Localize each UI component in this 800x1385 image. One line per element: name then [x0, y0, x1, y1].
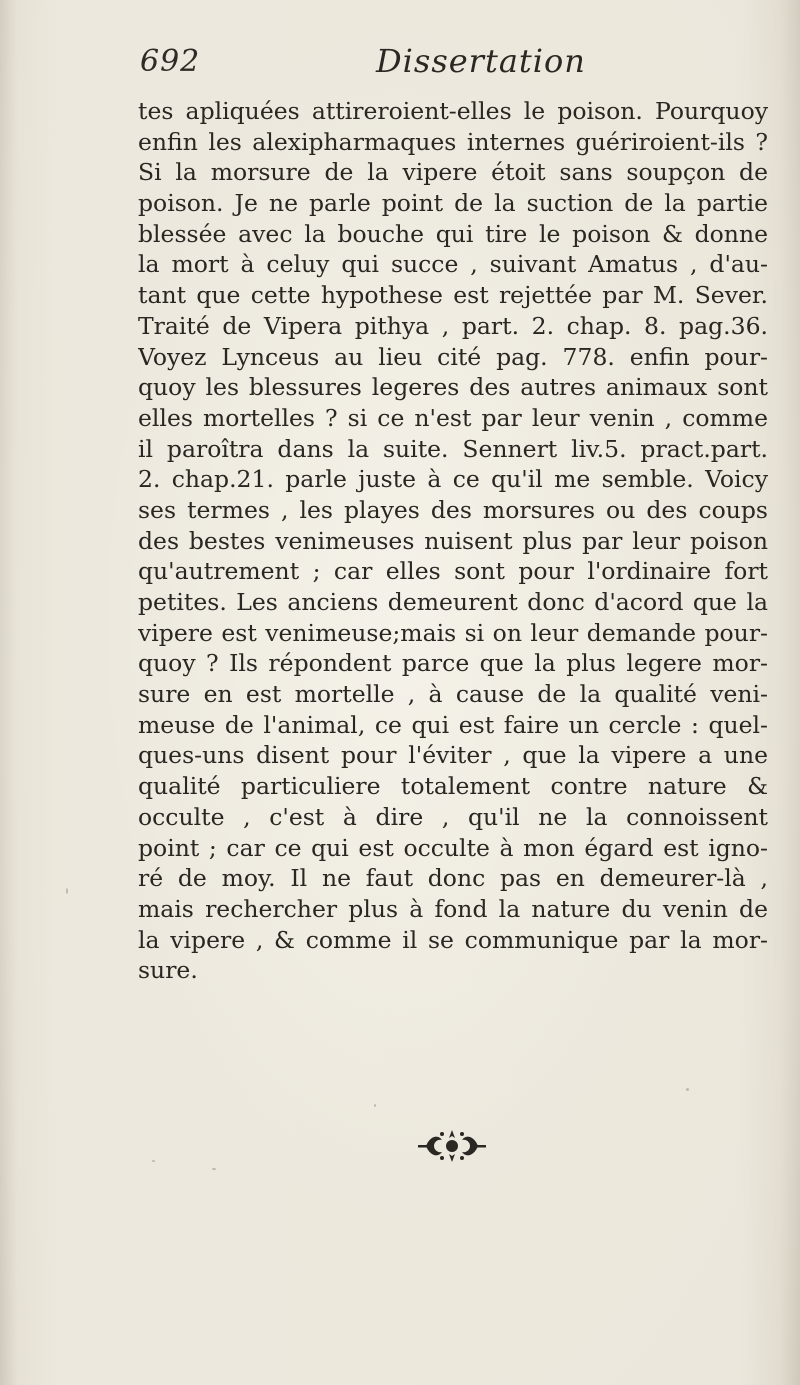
text-line: petites. Les anciens demeurent donc d'acord que la — [138, 588, 768, 616]
text-line: quoy ? Ils répondent parce que la plus legere mor- — [138, 649, 768, 678]
text-line: sure. — [138, 956, 198, 985]
text-line: des bestes venimeuses nuisent plus par leur poison — [138, 526, 768, 555]
page-header — [140, 44, 760, 94]
running-title: Dissertation — [376, 42, 586, 80]
text-line: vipere est venimeuse;mais si on leur demande pour- — [138, 618, 768, 647]
page-number: 692 — [140, 44, 201, 79]
text-line: quoy les blessures legeres des autres animaux sont — [138, 373, 768, 402]
text-line: Traité de Vipera pithya , part. 2. chap. 8. pag.36. — [138, 311, 768, 340]
text-line: la mort à celuy qui succe , suivant Amatus , d'au- — [138, 250, 768, 279]
paper-speck — [152, 1160, 155, 1162]
fleuron-ornament-icon — [412, 1122, 492, 1172]
text-line: sure en est mortelle , à cause de la qualité veni- — [138, 680, 768, 709]
paper-speck — [686, 1088, 689, 1091]
text-line: enfin les alexipharmaques internes guériroient-ils ? — [138, 127, 768, 156]
paper-speck — [212, 1168, 216, 1170]
text-line: tes apliquées attireroient-elles le poison. Pourquoy — [138, 97, 768, 125]
text-line: ré de moy. Il ne faut donc pas en demeurer-là , — [138, 864, 768, 893]
text-line: 2. chap.21. parle juste à ce qu'il me semble. Voicy — [138, 465, 768, 494]
paper-speck — [374, 1104, 376, 1107]
text-line: Voyez Lynceus au lieu cité pag. 778. enfin pour- — [138, 342, 768, 371]
text-line: blessée avec la bouche qui tire le poison & donne — [138, 219, 768, 248]
text-line: qualité particuliere totalement contre nature & — [138, 772, 768, 801]
text-line: point ; car ce qui est occulte à mon égard est igno- — [138, 833, 768, 862]
text-line: poison. Je ne parle point de la suction de la partie — [138, 189, 768, 218]
text-line: qu'autrement ; car elles sont pour l'ordinaire fort — [138, 557, 768, 586]
text-line: tant que cette hypothese est rejettée par M. Sever. — [138, 281, 768, 310]
text-line: la vipere , & comme il se communique par la mor- — [138, 925, 768, 954]
text-line: Si la morsure de la vipere étoit sans soupçon de — [138, 158, 768, 187]
body-text — [138, 96, 768, 986]
text-line: meuse de l'animal, ce qui est faire un cercle : quel- — [138, 710, 768, 739]
text-line: ques-uns disent pour l'éviter , que la vipere a une — [138, 741, 768, 770]
paper-speck — [66, 888, 68, 894]
text-line: elles mortelles ? si ce n'est par leur venin , comme — [138, 403, 768, 432]
text-line: occulte , c'est à dire , qu'il ne la connoissent — [138, 802, 768, 831]
text-line: il paroîtra dans la suite. Sennert liv.5. pract.part. — [138, 434, 768, 463]
text-line: mais rechercher plus à fond la nature du venin de — [138, 894, 768, 923]
text-line: ses termes , les playes des morsures ou des coups — [138, 495, 768, 524]
